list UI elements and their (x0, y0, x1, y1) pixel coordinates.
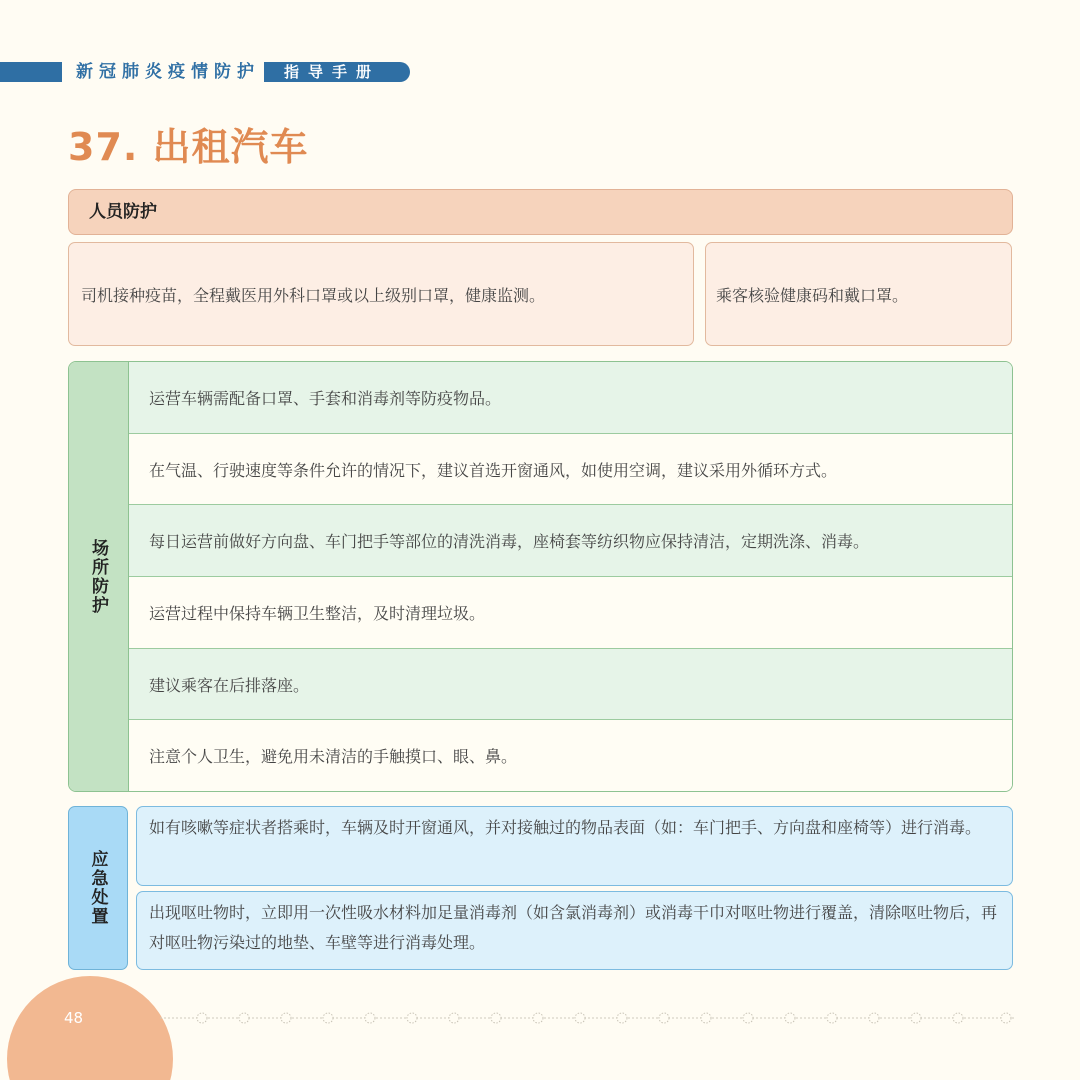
page-title: 37. 出租汽车 (68, 125, 309, 169)
header-band (0, 62, 410, 82)
personal-protection-heading: 人员防护 (68, 189, 1013, 235)
emergency-item-symptoms: 如有咳嗽等症状者搭乘时，车辆及时开窗通风，并对接触过的物品表面（如：车门把手、方向盘和座椅等）进行消毒。 (136, 806, 1013, 886)
list-item: 每日运营前做好方向盘、车门把手等部位的清洗消毒，座椅套等纺织物应保持清洁，定期洗涤、消毒。 (129, 505, 1012, 577)
page-number: 48 (64, 1009, 84, 1027)
series-title: 新冠肺炎疫情防护 (76, 62, 260, 82)
list-item: 建议乘客在后排落座。 (129, 649, 1012, 721)
list-item: 运营过程中保持车辆卫生整洁，及时清理垃圾。 (129, 577, 1012, 649)
emergency-item-vomit: 出现呕吐物时，立即用一次性吸水材料加足量消毒剂（如含氯消毒剂）或消毒干巾对呕吐物进行覆盖，清除呕吐物后，再对呕吐物污染过的地垫、车壁等进行消毒处理。 (136, 891, 1013, 970)
personal-protection-item-driver (68, 242, 694, 346)
list-item: 在气温、行驶速度等条件允许的情况下，建议首选开窗通风，如使用空调，建议采用外循环方式。 (129, 434, 1012, 506)
header-accent-bar (0, 62, 62, 82)
personal-protection-item-passenger (705, 242, 1012, 346)
venue-protection-label-cell (69, 362, 129, 791)
venue-protection-list (129, 362, 1012, 791)
item-text: 乘客核验健康码和戴口罩。 (716, 285, 909, 305)
emergency-handling-label: 应急处置 (87, 850, 108, 926)
series-tag: 指导手册 (264, 62, 410, 82)
decorative-dotted-line (160, 1010, 1016, 1026)
page-number-circle (7, 976, 173, 1080)
venue-protection-label: 场所防护 (88, 538, 108, 615)
list-item: 运营车辆需配备口罩、手套和消毒剂等防疫物品。 (129, 362, 1012, 434)
item-text: 司机接种疫苗，全程戴医用外科口罩或以上级别口罩，健康监测。 (81, 285, 546, 305)
venue-protection-section (68, 361, 1013, 792)
list-item: 注意个人卫生，避免用未清洁的手触摸口、眼、鼻。 (129, 720, 1012, 791)
emergency-handling-label-cell (68, 806, 128, 970)
